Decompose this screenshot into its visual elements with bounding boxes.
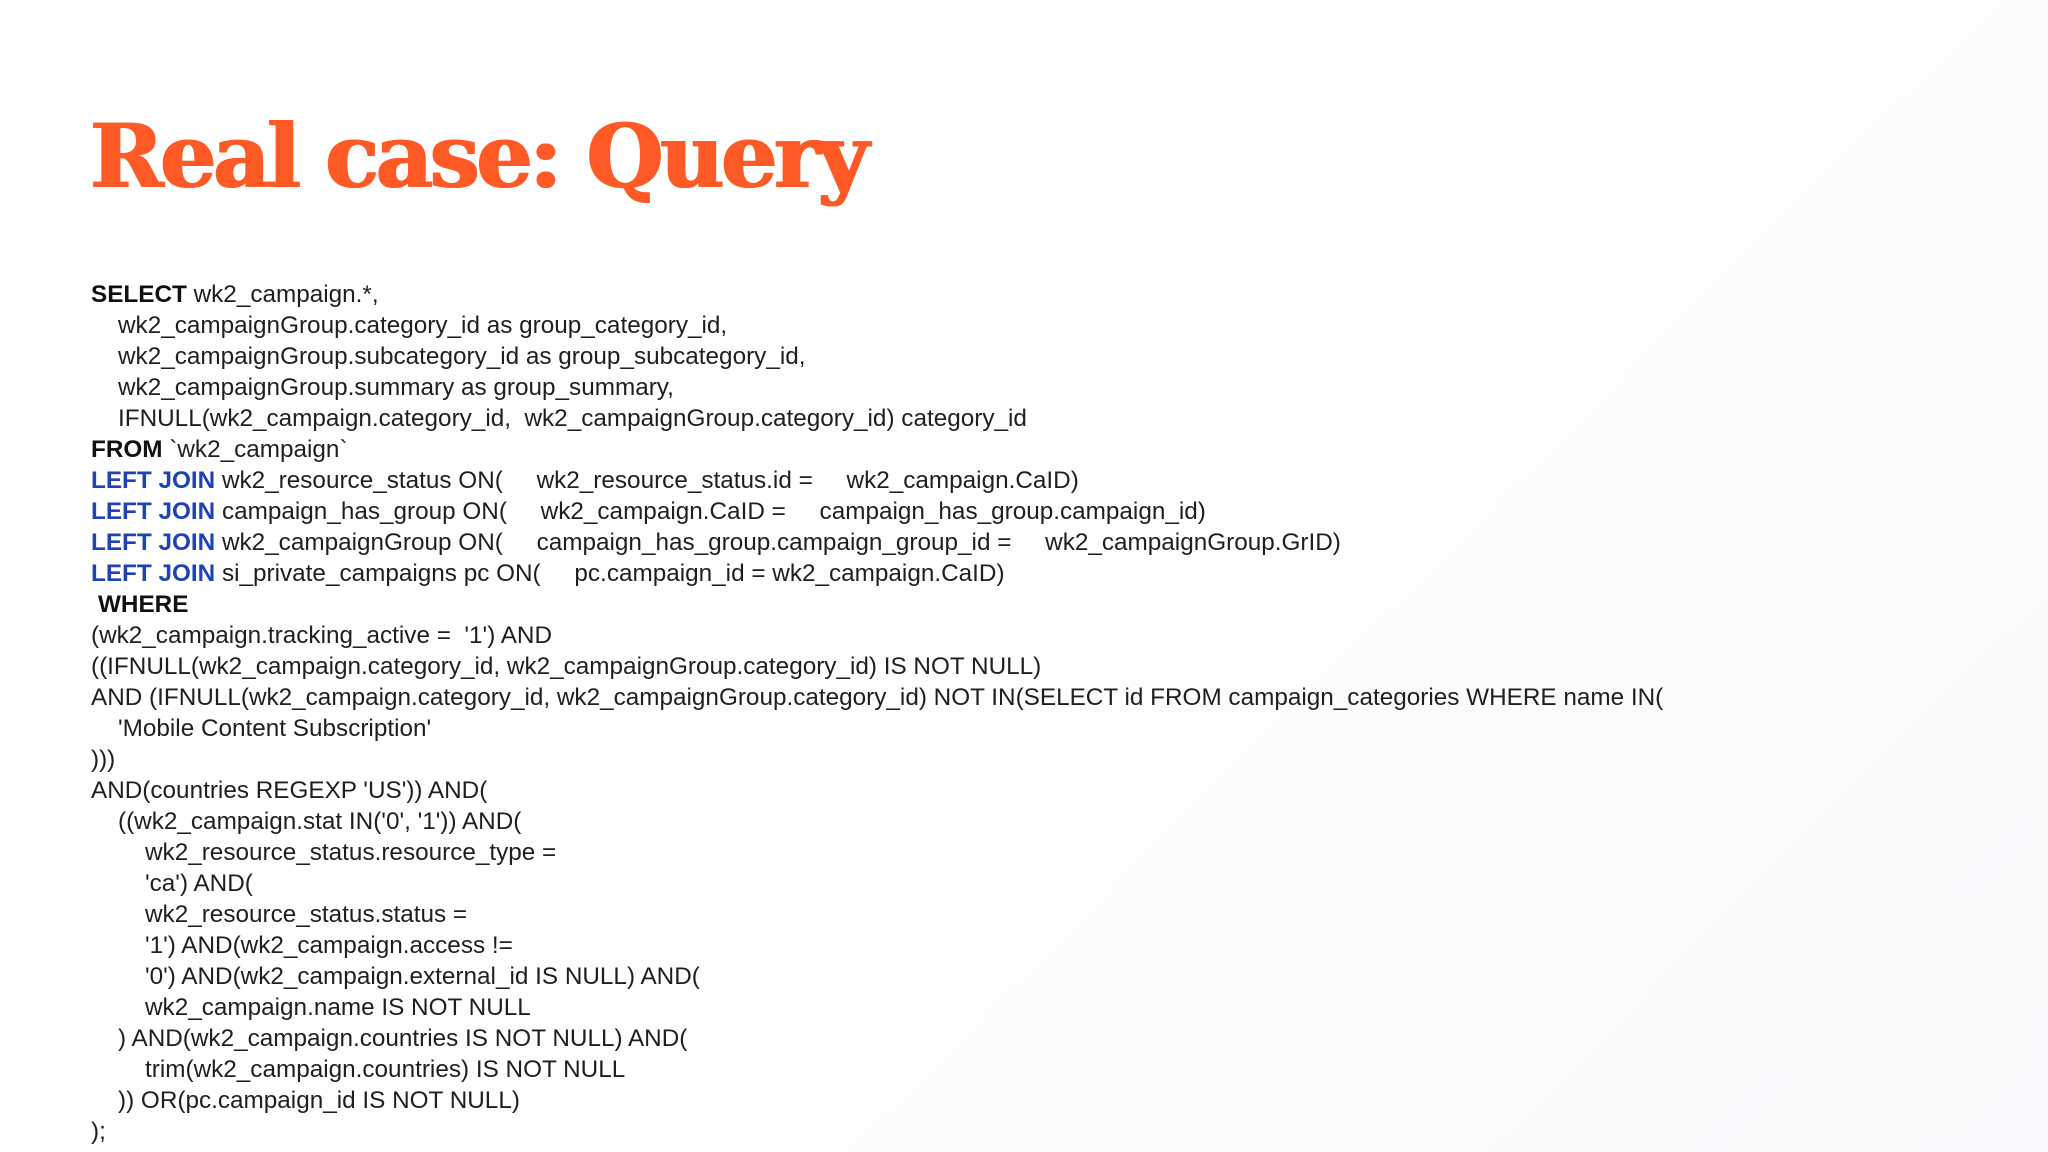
- code-line: AND(countries REGEXP 'US')) AND(: [91, 777, 488, 804]
- code-line: '1') AND(wk2_campaign.access !=: [145, 932, 513, 959]
- sql-join-keyword: LEFT JOIN: [91, 560, 216, 587]
- sql-join-keyword: LEFT JOIN: [91, 498, 216, 525]
- slide-title: Real case: Query: [90, 104, 866, 208]
- sql-query-code: [91, 279, 1971, 1149]
- sql-join-keyword: LEFT JOIN: [91, 467, 216, 494]
- code-line: wk2_resource_status.resource_type =: [145, 839, 557, 866]
- code-line-left-join: [91, 465, 1971, 496]
- code-line-left-join: [91, 527, 1971, 558]
- code-line: )) OR(pc.campaign_id IS NOT NULL): [118, 1087, 520, 1114]
- code-line: ((wk2_campaign.stat IN('0', '1')) AND(: [118, 808, 522, 835]
- code-line: 'Mobile Content Subscription': [118, 715, 432, 742]
- code-text: wk2_campaign.*,: [186, 281, 379, 308]
- sql-keyword: SELECT: [91, 281, 187, 308]
- code-line-left-join: [91, 496, 1971, 527]
- code-line: ))): [91, 746, 116, 773]
- code-line: wk2_campaign.name IS NOT NULL: [145, 994, 531, 1021]
- code-line-select: [91, 279, 1971, 310]
- code-text: si_private_campaigns pc ON( pc.campaign_id = wk2_campaign.CaID): [215, 560, 1005, 587]
- code-text: campaign_has_group ON( wk2_campaign.CaID = campaign_has_group.campaign_id): [215, 498, 1206, 525]
- code-line: '0') AND(wk2_campaign.external_id IS NULL) AND(: [145, 963, 700, 990]
- code-text: wk2_campaignGroup ON( campaign_has_group.campaign_group_id = wk2_campaignGroup.GrID): [215, 529, 1341, 556]
- code-line: ((IFNULL(wk2_campaign.category_id, wk2_campaignGroup.category_id) IS NOT NULL): [91, 653, 1042, 680]
- code-line: );: [91, 1118, 106, 1145]
- code-line: wk2_resource_status.status =: [145, 901, 468, 928]
- code-text: wk2_resource_status ON( wk2_resource_status.id = wk2_campaign.CaID): [215, 467, 1079, 494]
- code-line-left-join: [91, 558, 1971, 589]
- code-line: 'ca') AND(: [145, 870, 253, 897]
- code-text: `wk2_campaign`: [162, 436, 348, 463]
- code-line: wk2_campaignGroup.category_id as group_category_id,: [118, 312, 728, 339]
- code-line: wk2_campaignGroup.summary as group_summary,: [118, 374, 674, 401]
- code-line: ) AND(wk2_campaign.countries IS NOT NULL) AND(: [118, 1025, 688, 1052]
- code-line: wk2_campaignGroup.subcategory_id as group_subcategory_id,: [118, 343, 806, 370]
- code-line-where: [91, 589, 1971, 620]
- code-line: (wk2_campaign.tracking_active = '1') AND: [91, 622, 553, 649]
- code-line: trim(wk2_campaign.countries) IS NOT NULL: [145, 1056, 626, 1083]
- code-line: IFNULL(wk2_campaign.category_id, wk2_campaignGroup.category_id) category_id: [118, 405, 1027, 432]
- code-line: AND (IFNULL(wk2_campaign.category_id, wk2_campaignGroup.category_id) NOT IN(SELECT id FROM campaign_categories WHERE name IN(: [91, 684, 1664, 711]
- code-line-from: [91, 434, 1971, 465]
- sql-keyword: WHERE: [98, 591, 189, 618]
- sql-keyword: FROM: [91, 436, 163, 463]
- sql-join-keyword: LEFT JOIN: [91, 529, 216, 556]
